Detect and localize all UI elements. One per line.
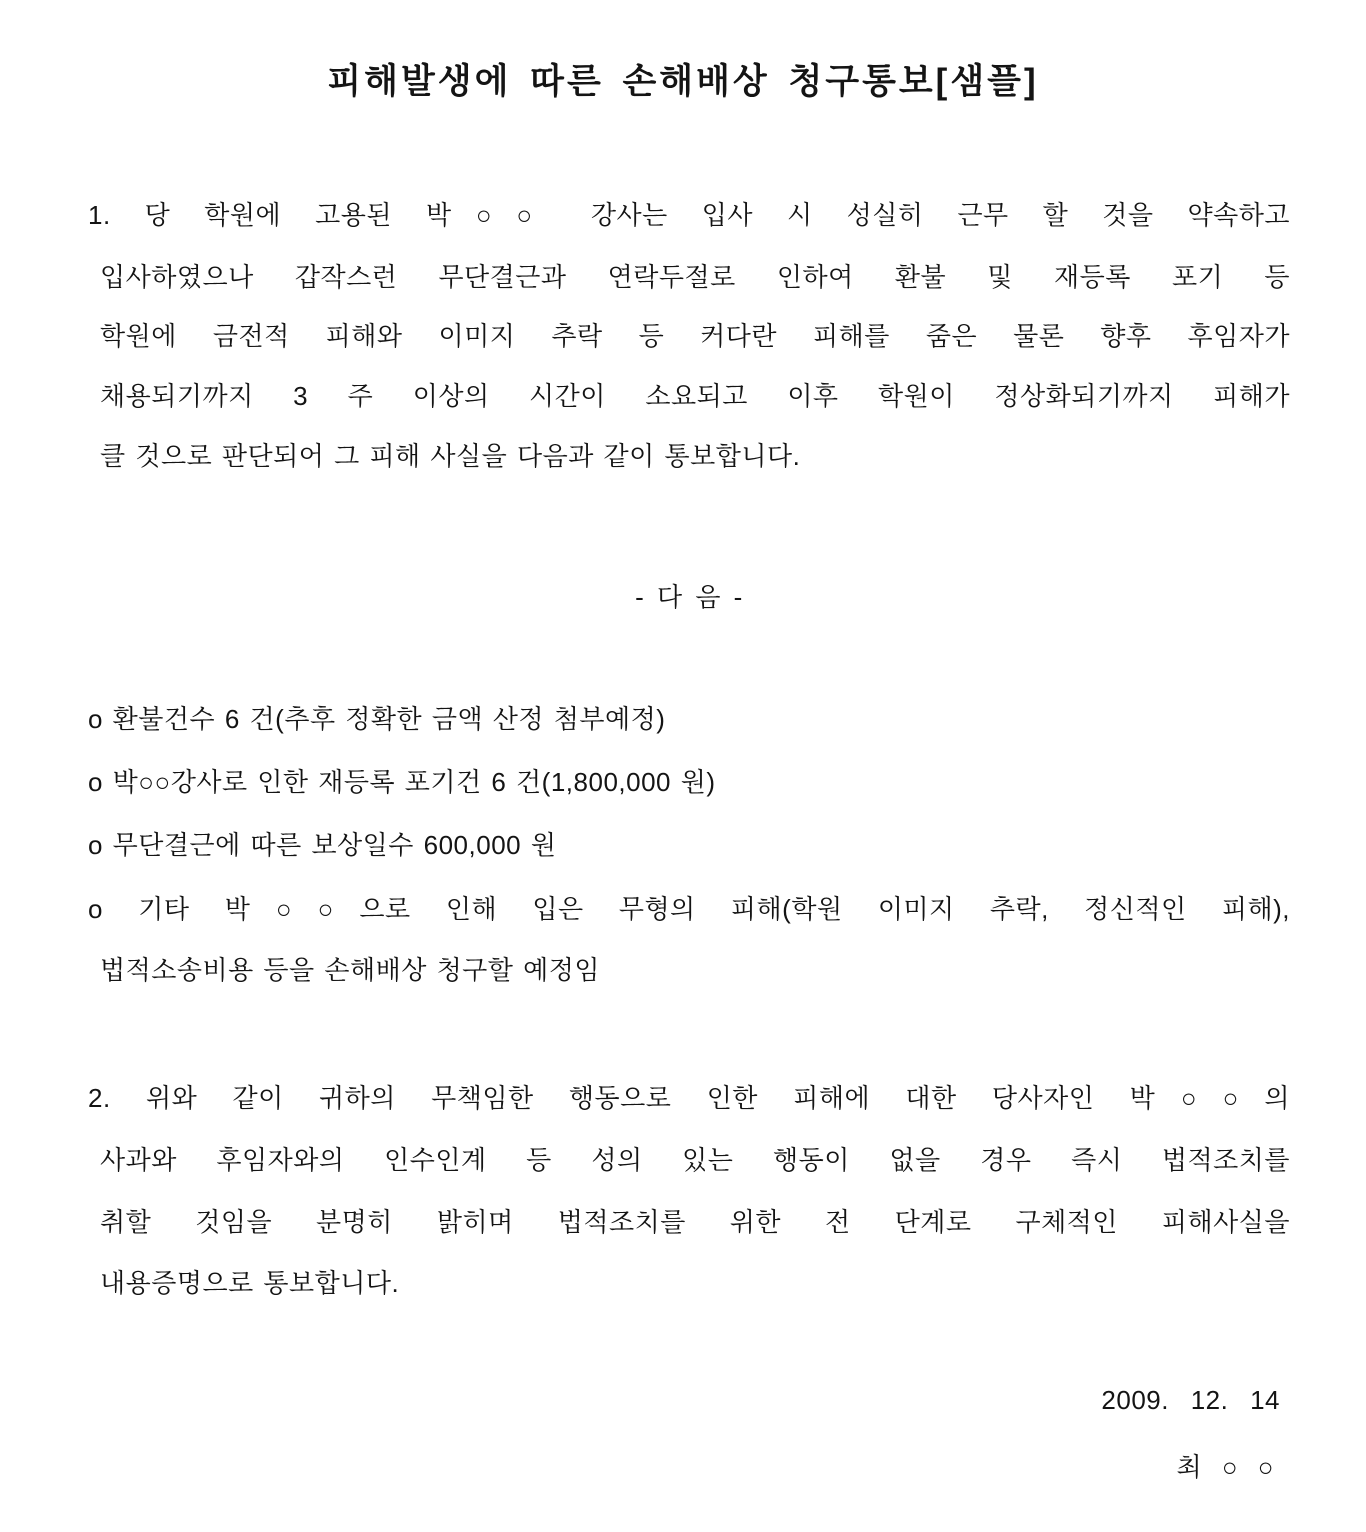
paragraph1-line-5: 클 것으로 판단되어 그 피해 사실을 다음과 같이 통보합니다. [100, 441, 801, 471]
claim-item-4-line-2: 법적소송비용 등을 손해배상 청구할 예정임 [100, 955, 600, 985]
paragraph2-line-2: 사과와 후임자와의 인수인계 등 성의 있는 행동이 없을 경우 즉시 법적조치를 [100, 1145, 1290, 1175]
paragraph1-line-3: 학원에 금전적 피해와 이미지 추락 등 커다란 피해를 줌은 물론 향후 후임자가 [100, 321, 1290, 351]
paragraph1-line-4: 채용되기까지 3 주 이상의 시간이 소요되고 이후 학원이 정상화되기까지 피해가 [100, 381, 1290, 411]
paragraph1-line-2: 입사하였으나 갑작스런 무단결근과 연락두절로 인하여 환불 및 재등록 포기 등 [100, 262, 1290, 292]
claim-item-2: o 박○○강사로 인한 재등록 포기건 6 건(1,800,000 원) [88, 767, 716, 797]
section-divider: - 다 음 - [635, 582, 743, 612]
paragraph1-line-1: 1. 당 학원에 고용된 박○○ 강사는 입사 시 성실히 근무 할 것을 약속하고 [88, 200, 1290, 230]
document-title: 피해발생에 따른 손해배상 청구통보[샘플] [327, 62, 1039, 101]
document-signer: 최 ○ ○ [1176, 1452, 1274, 1482]
paragraph2-line-4: 내용증명으로 통보합니다. [100, 1268, 400, 1298]
claim-item-1: o 환불건수 6 건(추후 정확한 금액 산정 첨부예정) [88, 704, 666, 734]
paragraph2-line-3: 취할 것임을 분명히 밝히며 법적조치를 위한 전 단계로 구체적인 피해사실을 [100, 1207, 1290, 1237]
document-date: 2009. 12. 14 [1101, 1385, 1280, 1415]
paragraph2-line-1: 2. 위와 같이 귀하의 무책임한 행동으로 인한 피해에 대한 당사자인 박○○의 [88, 1083, 1290, 1113]
claim-item-3: o 무단결근에 따른 보상일수 600,000 원 [88, 830, 557, 860]
claim-item-4-line-1: o 기타 박○○으로 인해 입은 무형의 피해(학원 이미지 추락, 정신적인 피해), [88, 894, 1290, 924]
